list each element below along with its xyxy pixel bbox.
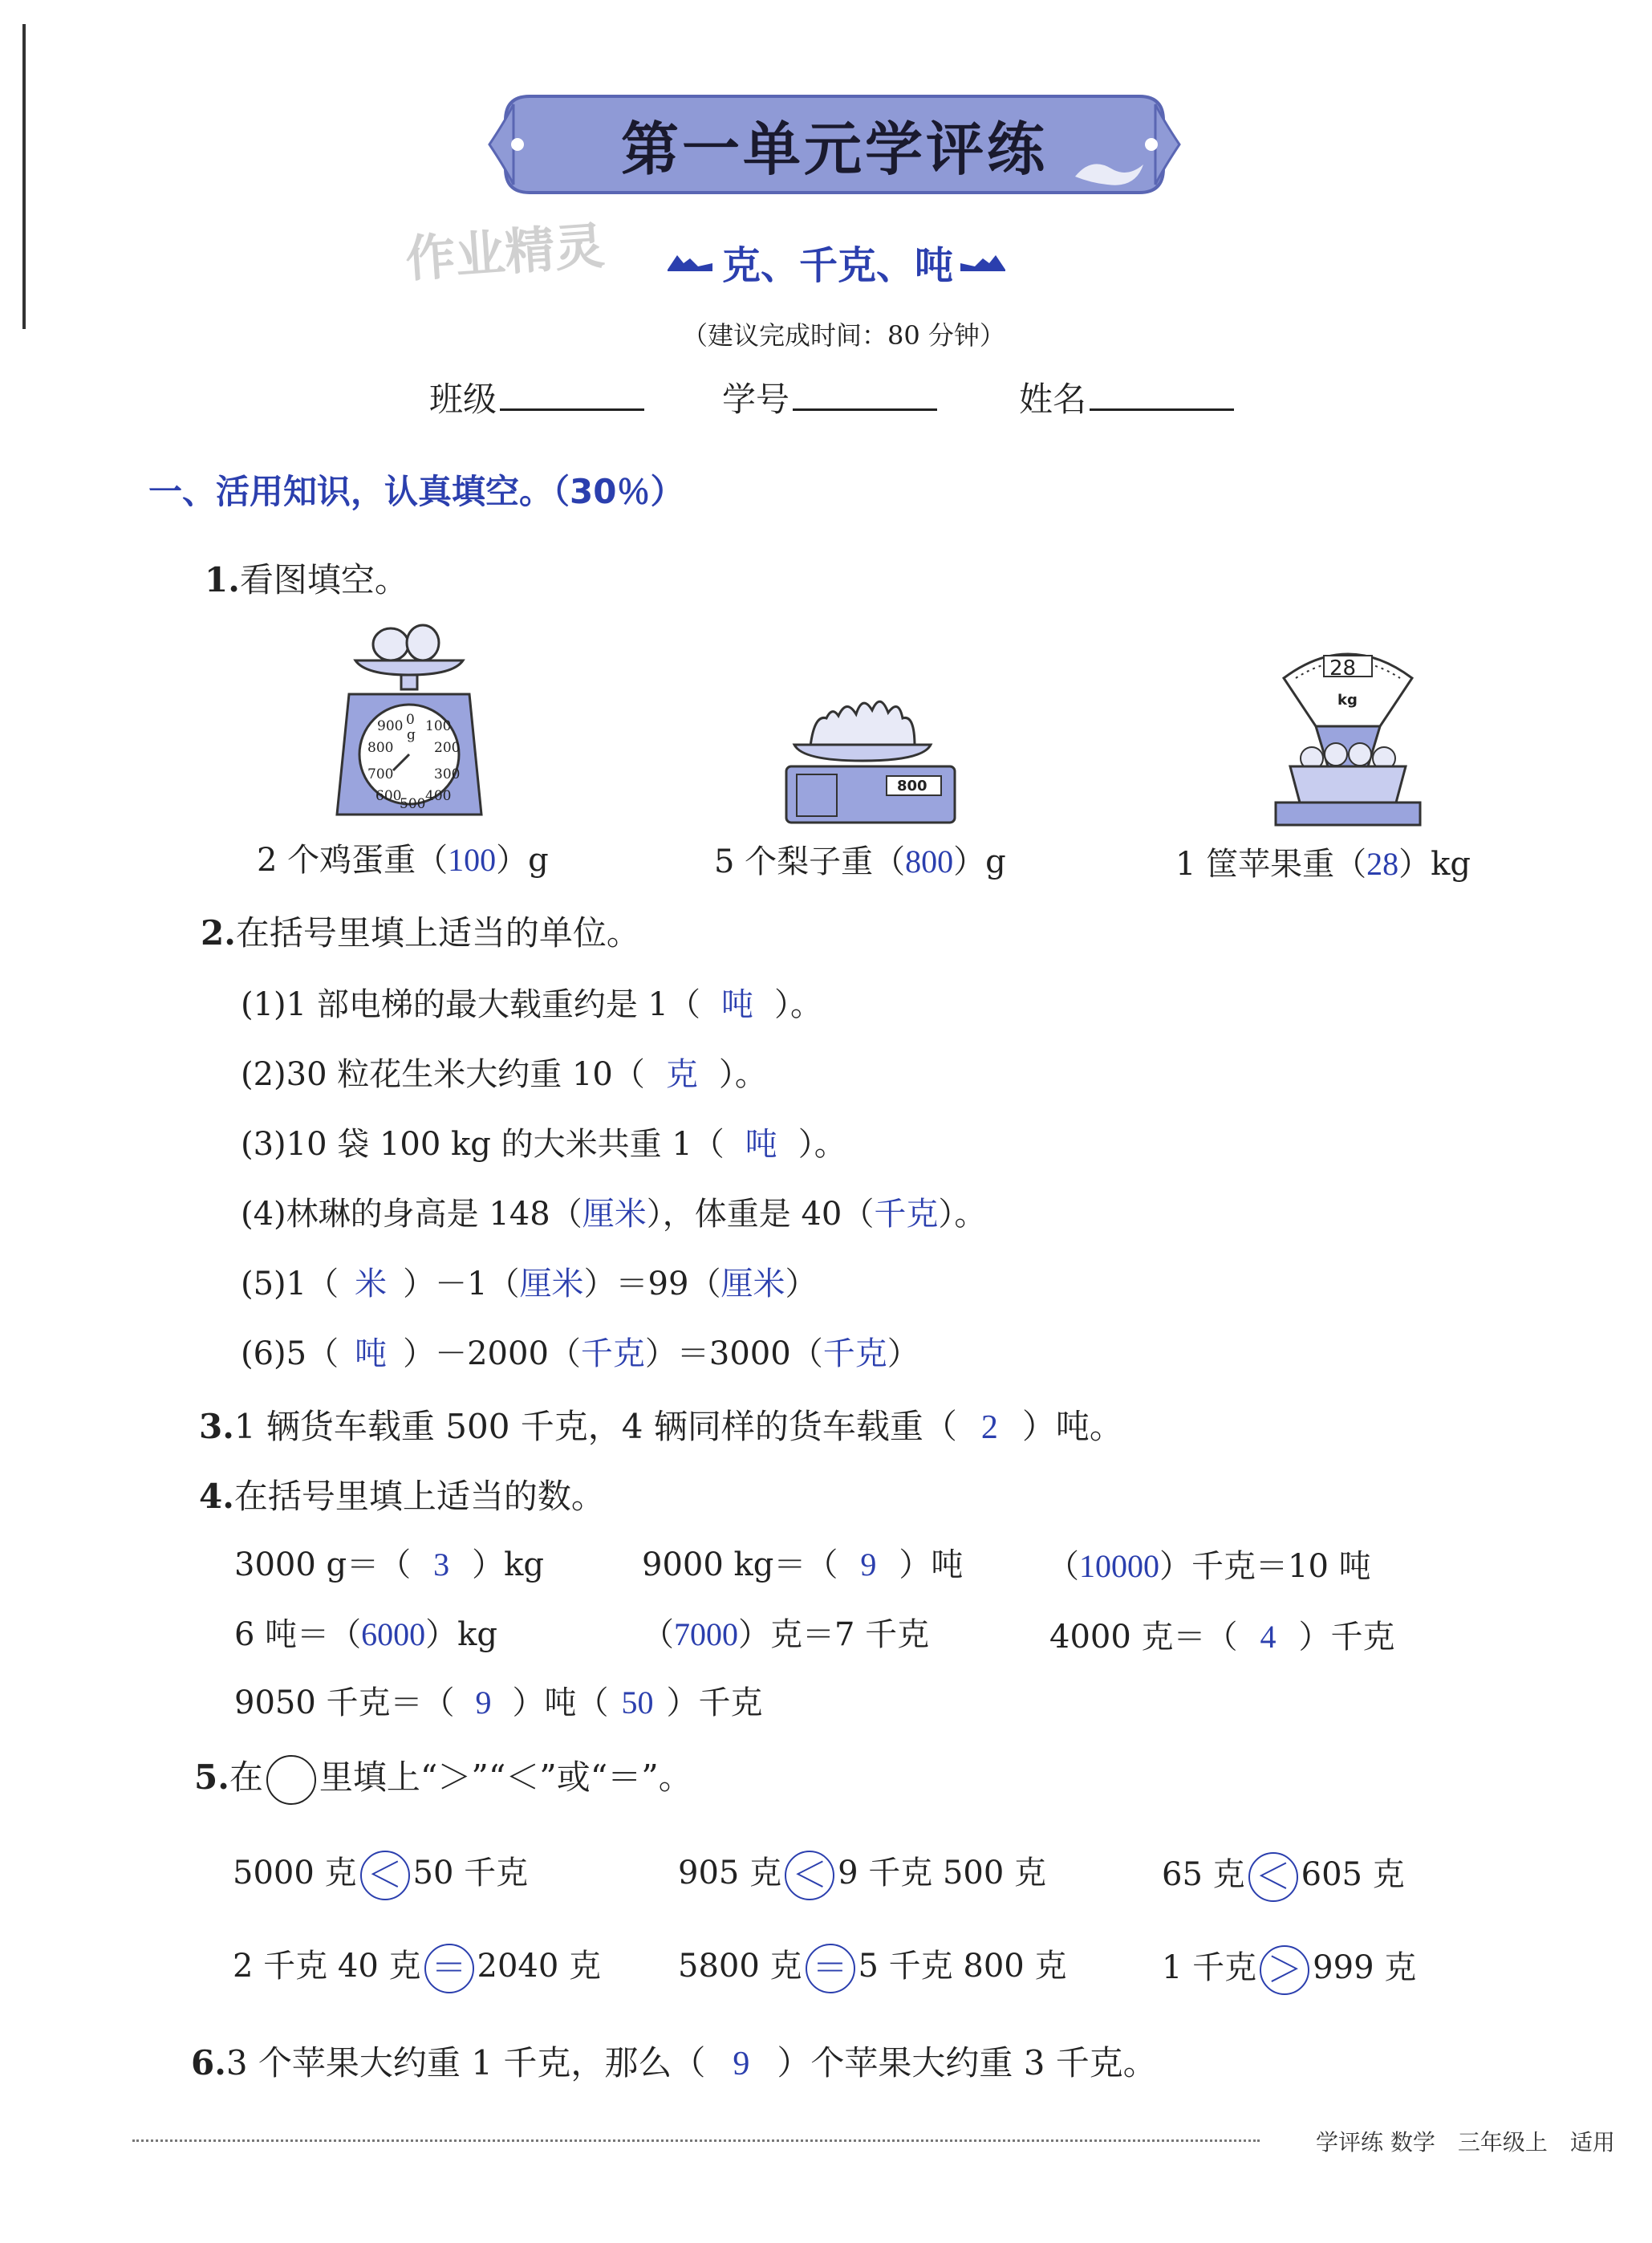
text: ）kg <box>425 1616 498 1653</box>
q6-line <box>191 2037 1157 2085</box>
text: ）吨（ <box>512 1684 609 1721</box>
dial-200: 200 <box>434 740 461 756</box>
q3-number: 3. <box>199 1407 234 1446</box>
electronic-scale-image <box>782 682 975 827</box>
q4-text: 在括号里填上适当的数。 <box>233 1477 605 1516</box>
text: ）。 <box>798 1126 846 1163</box>
answer[interactable]: 3 <box>433 1546 450 1583</box>
text: 605 克 <box>1301 1856 1405 1893</box>
q6-number: 6. <box>191 2043 226 2082</box>
compare-item <box>1162 1942 1416 1995</box>
q2-number: 2. <box>201 913 236 953</box>
wave-icon <box>959 249 1007 273</box>
name-input[interactable] <box>1090 376 1234 411</box>
compare-circle[interactable]: ＞ <box>1260 1945 1309 1995</box>
q4-number: 4. <box>199 1477 234 1516</box>
q1-item-suffix: ）g <box>496 842 549 879</box>
text: 2 千克 40 克 <box>233 1948 421 1985</box>
subtitle: 克、千克、吨 <box>722 243 954 288</box>
section-title: 一、活用知识，认真填空。（30％） <box>148 472 684 511</box>
dial-600: 600 <box>375 788 402 804</box>
text: ）。 <box>938 1196 987 1233</box>
answer[interactable]: 克 <box>665 1056 698 1092</box>
wave-icon <box>666 249 714 273</box>
text: (5)1（ <box>241 1266 339 1302</box>
text: (6)5（ <box>241 1335 339 1372</box>
answer[interactable]: 2 <box>980 1409 998 1446</box>
q1-text: 看图填空。 <box>239 560 408 599</box>
answer[interactable]: 50 <box>621 1684 654 1721</box>
answer[interactable]: 厘米 <box>582 1196 647 1232</box>
text: 3000 g＝（ <box>234 1546 412 1583</box>
answer[interactable]: 千克 <box>874 1196 939 1232</box>
name-label: 姓名 <box>1019 380 1087 419</box>
q1-number: 1. <box>205 560 240 599</box>
text: 6 吨＝（ <box>234 1616 362 1653</box>
compare-circle[interactable]: ＜ <box>360 1851 410 1900</box>
text: ） <box>785 1266 818 1302</box>
compare-circle[interactable]: ＜ <box>1248 1852 1298 1902</box>
class-field <box>429 373 644 421</box>
text: 999 克 <box>1313 1949 1417 1986</box>
text: ）kg <box>472 1546 544 1583</box>
text: 3 个苹果大约重 1 千克，那么（ <box>225 2043 706 2082</box>
answer[interactable]: 9 <box>733 2046 750 2082</box>
dial-g: g <box>407 727 416 743</box>
text: 5 千克 800 克 <box>858 1948 1067 1985</box>
class-input[interactable] <box>500 376 644 411</box>
watermark: 作业精灵 <box>404 216 607 289</box>
text: 5800 克 <box>678 1948 802 1985</box>
answer[interactable]: 9 <box>860 1546 877 1583</box>
answer[interactable]: 7000 <box>674 1616 738 1652</box>
text: 1 辆货车载重 500 千克，4 辆同样的货车载重（ <box>233 1407 957 1446</box>
answer[interactable]: 吨 <box>721 986 753 1022</box>
answer[interactable]: 吨 <box>355 1335 388 1371</box>
dial-400: 400 <box>425 788 452 804</box>
footer-text: 学评练 数学 三年级上 适用 <box>1316 2129 1615 2156</box>
compare-circle[interactable]: ＜ <box>785 1851 834 1900</box>
answer[interactable]: 28 <box>1366 846 1399 882</box>
text: 在 <box>229 1757 263 1797</box>
q2-line-1 <box>241 979 822 1025</box>
q2-line-6 <box>241 1328 919 1374</box>
text: (2)30 粒花生米大约重 10（ <box>241 1056 645 1093</box>
q4-cell <box>1049 1611 1395 1657</box>
margin-line <box>22 24 26 329</box>
text: ）－2000（ <box>403 1335 581 1372</box>
dial-900: 900 <box>377 718 404 734</box>
q1-item-pears <box>714 836 1006 882</box>
dial-500: 500 <box>400 796 426 812</box>
q2-line-2 <box>241 1049 767 1095</box>
text: (3)10 袋 100 kg 的大米共重 1（ <box>241 1126 725 1163</box>
q4-cell <box>234 1677 763 1723</box>
q4-cell <box>234 1609 497 1655</box>
page-title: 第一单元学评练 <box>620 115 1048 183</box>
text: ）＝3000（ <box>644 1335 823 1372</box>
dial-0: 0 <box>406 712 415 728</box>
answer[interactable]: 千克 <box>580 1335 645 1371</box>
text: ） <box>887 1335 919 1372</box>
text: 9050 千克＝（ <box>234 1684 455 1721</box>
number-input[interactable] <box>793 376 937 411</box>
class-label: 班级 <box>429 380 497 419</box>
text: ），体重是 40（ <box>646 1196 875 1233</box>
answer[interactable]: 厘米 <box>519 1266 584 1302</box>
text: ）千克 <box>666 1684 763 1721</box>
answer[interactable]: 4 <box>1260 1619 1277 1655</box>
answer[interactable]: 厘米 <box>720 1266 785 1302</box>
compare-circle[interactable]: ＝ <box>806 1944 855 1993</box>
q4-line <box>199 1470 605 1518</box>
answer[interactable]: 米 <box>355 1266 388 1302</box>
text: ）＝99（ <box>583 1266 721 1302</box>
q5-number: 5. <box>194 1757 229 1797</box>
hanging-unit: kg <box>1337 692 1358 709</box>
text: 2040 克 <box>477 1948 602 1985</box>
q1-item-eggs <box>257 835 549 880</box>
q1-item-prefix: 5 个梨子重（ <box>714 843 906 880</box>
text: (1)1 部电梯的最大载重约是 1（ <box>241 986 700 1023</box>
q2-line-3 <box>241 1119 846 1164</box>
compare-circle[interactable]: ＝ <box>424 1944 474 1993</box>
text: ）吨 <box>899 1546 964 1583</box>
text: 9 千克 500 克 <box>838 1855 1047 1892</box>
text: 5000 克 <box>233 1855 357 1892</box>
text: ）克＝7 千克 <box>738 1616 930 1653</box>
text: ）－1（ <box>403 1266 520 1302</box>
text: 4000 克＝（ <box>1049 1619 1238 1656</box>
compare-item <box>233 1940 601 1993</box>
q1-item-prefix: 1 筐苹果重（ <box>1175 846 1367 883</box>
q4-cell <box>234 1539 544 1585</box>
compare-item <box>678 1940 1066 1993</box>
number-label: 学号 <box>722 380 790 419</box>
q1-line <box>205 554 408 602</box>
text: 65 克 <box>1162 1856 1245 1893</box>
text: （ <box>642 1616 674 1653</box>
hanging-display: 28 <box>1329 656 1357 681</box>
answer[interactable]: 9 <box>475 1684 492 1721</box>
q2-text: 在括号里填上适当的单位。 <box>235 913 640 953</box>
name-field <box>1019 373 1234 421</box>
text: 里填上“＞”“＜”或“＝”。 <box>319 1757 692 1797</box>
compare-item <box>678 1847 1046 1900</box>
dial-800: 800 <box>367 740 394 756</box>
q4-cell <box>642 1609 929 1655</box>
time-hint: （建议完成时间：80 分钟） <box>682 320 1005 351</box>
dial-100: 100 <box>425 718 452 734</box>
text: ）。 <box>774 986 822 1023</box>
compare-item <box>1162 1849 1405 1902</box>
q4-cell <box>642 1539 963 1585</box>
footer-rule <box>132 2139 1260 2142</box>
q4-cell <box>1047 1541 1371 1587</box>
number-field <box>722 373 937 421</box>
dial-700: 700 <box>367 766 394 782</box>
q1-item-suffix: ）g <box>953 843 1006 880</box>
text: 1 千克 <box>1162 1949 1257 1986</box>
answer[interactable]: 吨 <box>745 1126 777 1162</box>
answer[interactable]: 10000 <box>1079 1548 1159 1584</box>
scale-display: 800 <box>897 778 927 794</box>
compare-item <box>233 1847 528 1900</box>
text: 905 克 <box>678 1855 782 1892</box>
text: ）个苹果大约重 3 千克。 <box>777 2043 1157 2082</box>
q2-line-5 <box>241 1258 817 1304</box>
text: ）吨。 <box>1021 1407 1123 1446</box>
empty-circle-icon <box>266 1755 316 1805</box>
text: 9000 kg＝（ <box>642 1546 838 1583</box>
answer[interactable]: 6000 <box>361 1616 426 1652</box>
answer[interactable]: 千克 <box>822 1335 887 1371</box>
text: ）千克 <box>1298 1619 1395 1656</box>
q3-line <box>199 1400 1123 1449</box>
answer[interactable]: 800 <box>905 843 954 880</box>
q5-line <box>194 1751 692 1805</box>
q2-line <box>201 907 640 955</box>
text: 50 千克 <box>412 1855 529 1892</box>
q1-item-suffix: ）kg <box>1398 846 1471 883</box>
dial-300: 300 <box>434 766 461 782</box>
q2-line-4 <box>241 1189 986 1234</box>
text: (4)林琳的身高是 148（ <box>241 1196 582 1233</box>
answer[interactable]: 100 <box>448 842 497 878</box>
text: （ <box>1047 1548 1079 1585</box>
text: ）千克＝10 吨 <box>1159 1548 1371 1585</box>
text: ）。 <box>718 1056 767 1093</box>
q1-item-prefix: 2 个鸡蛋重（ <box>257 842 449 879</box>
q1-item-apples <box>1175 839 1471 884</box>
